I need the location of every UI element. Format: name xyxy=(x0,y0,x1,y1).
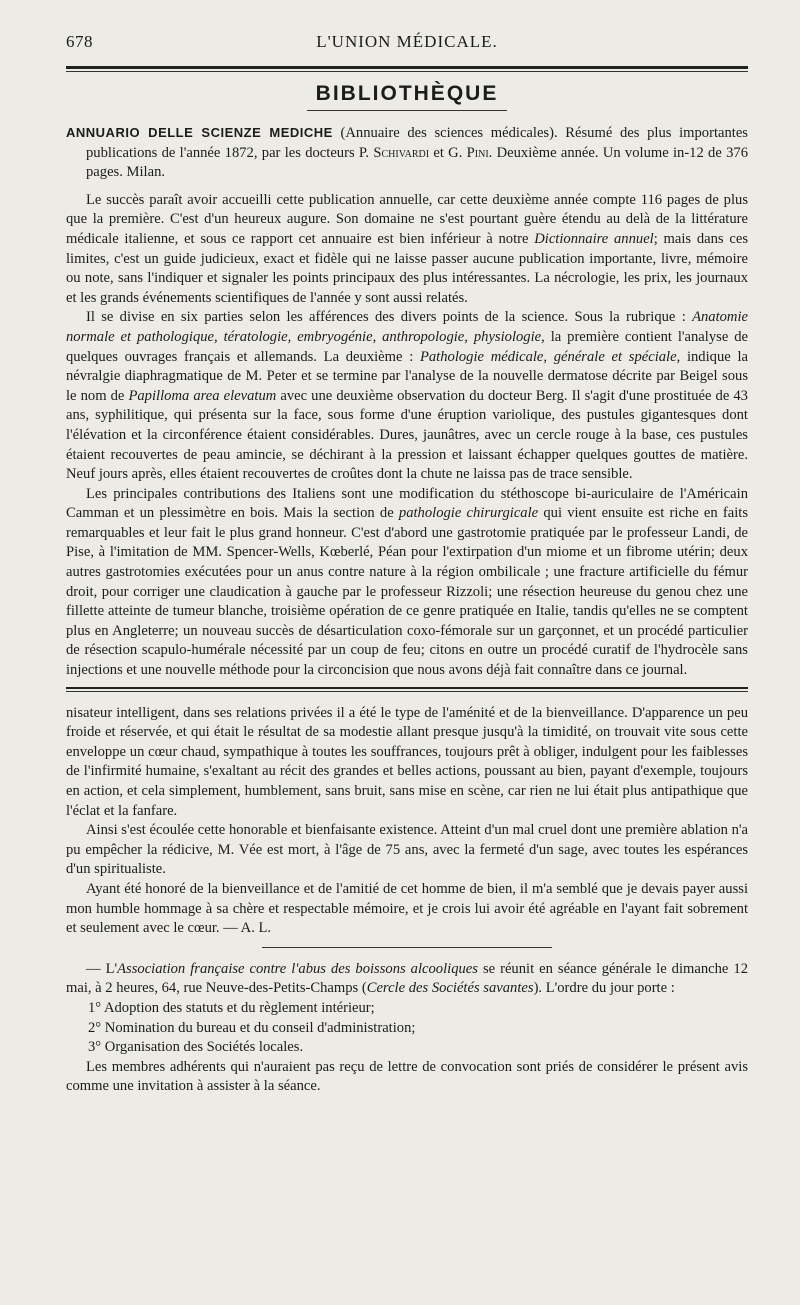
agenda-item: 1° Adoption des statuts et du règlement intérieur; xyxy=(88,999,375,1016)
header-rule xyxy=(66,66,748,69)
agenda-item: 2° Nomination du bureau et du conseil d'administration; xyxy=(88,1019,416,1036)
paragraph-text: avec une deuxième observation du docteur Berg. Il s'agit d'une prostituée de 43 ans, syphilitique, qui présenta sur la face, sous forme d'une éruption variolique, des pustules gigantesques dont l'élévation et la circonférence étaient considérables. Dures, jaunâtres, avec un cercle rouge à la base, ces pustules étaient recouvertes de peau amincie, se déchirant à la pression et laissant échapper quelques gouttes de matière. Neuf jours après, elles étaient recouvertes de croûtes dont la chute ne laissa pas de trace sensible. xyxy=(66,387,748,483)
obituary-paragraph-3: Ayant été honoré de la bienveillance et de l'amitié de cet homme de bien, il m'a semblé que je devais payer aussi mon humble hommage à sa chère et respectable mémoire, et je crois lui avoir été agréable en l'ayant fait sobrement et seulement avec le cœur. — A. L. xyxy=(66,880,748,937)
separator-thin xyxy=(66,691,748,692)
section-title: BIBLIOTHÈQUE xyxy=(315,82,499,105)
italic-rubric: Pathologie médicale, générale et spéciale xyxy=(419,348,677,365)
section-separator xyxy=(66,687,748,692)
paragraph-text: Il se divise en six parties selon les afférences des divers points de la science. Sous la rubrique : xyxy=(86,309,693,326)
review-heading xyxy=(66,123,748,183)
review-heading-text: (Annuaire des sciences médicales). Résumé des plus importantes publications de l'année 1872, par les docteurs P. xyxy=(86,125,748,161)
paragraph-text: ; mais dans ces limites, c'est un guide judicieux, exact et fidèle qui ne laisse passer aucune publication importante, livre, mémoire ou note, sans l'indiquer et signaler les points principaux des plus intéressantes. La nécrologie, les prix, les journaux et les grands événements scientifiques de l'année y sont aussi relatés. xyxy=(66,230,748,306)
review-heading-text-2: et G. xyxy=(429,144,467,161)
agenda-item: 3° Organisation des Sociétés locales. xyxy=(88,1039,304,1056)
italic-term: Papilloma area elevatum xyxy=(128,387,277,404)
title-rule xyxy=(307,110,507,111)
italic-association-name: Association française contre l'abus des boissons alcooliques xyxy=(117,960,478,977)
review-paragraph-3 xyxy=(66,485,748,681)
author-name-2: Pini xyxy=(466,144,489,161)
review-heading-text-3: . Deuxième année. Un volume in-12 de 376 pages. Milan. xyxy=(86,144,749,181)
paragraph-text: se réunit en séance générale le dimanche 12 mai, à 2 heures, 64, rue Neuve-des-Petits-Champs ( xyxy=(66,960,748,997)
notice-closing: Les membres adhérents qui n'auraient pas reçu de lettre de convocation sont priés de considérer le présent avis comme une invitation à assister à la séance. xyxy=(66,1058,748,1095)
notice-intro xyxy=(66,960,748,999)
book-title: ANNUARIO DELLE SCIENZE MEDICHE xyxy=(66,125,333,140)
separator-thick xyxy=(66,687,748,689)
paragraph-text: , indique la névralgie diaphragmatique de M. Peter et se termine par l'analyse de la nouvelle dermatose décrite par Beigel sous le nom de xyxy=(66,348,748,404)
italic-venue: Cercle des Sociétés savantes xyxy=(366,980,534,997)
italic-title: Dictionnaire annuel xyxy=(534,230,654,247)
page-number: 678 xyxy=(66,32,93,51)
running-head xyxy=(66,28,748,58)
notice-separator xyxy=(262,947,552,948)
header-rule-thin xyxy=(66,71,748,72)
paragraph-text: , la première contient l'analyse de quelques ouvrages français et allemands. La deuxième : xyxy=(66,328,748,365)
agenda-list xyxy=(66,999,748,1058)
italic-rubric: pathologie chirurgicale xyxy=(398,505,539,522)
review-paragraph-2 xyxy=(66,308,748,484)
paragraph-text: ). L'ordre du jour porte : xyxy=(533,980,675,997)
review-paragraph-1 xyxy=(66,191,748,309)
paragraph-text: Les principales contributions des Italiens sont une modification du stéthoscope bi-auriculaire de l'Américain Camman et un plessimètre en bois. Mais la section de xyxy=(66,485,748,522)
obituary-paragraph-1: nisateur intelligent, dans ses relations privées il a été le type de l'aménité et de la bienveillance. D'apparence un peu froide et réservée, et qui était le résultat de sa modestie allant presque jusqu'à la timidité, on trouvait vite sous cette enveloppe un cœur chaud, sympathique à toutes les souffrances, toujours prêt à obliger, indulgent pour les faiblesses de l'infirmité humaine, s'exaltant au récit des grandes et belles actions, poussant au bien, payant d'exemple, toujours en action, et cela simplement, humblement, sans bruit, sans mise en scène, car rien ne lui était plus antipathique que l'éclat et la fanfare. xyxy=(66,704,748,819)
journal-name: L'UNION MÉDICALE. xyxy=(316,32,498,51)
paragraph-text: Le succès paraît avoir accueilli cette publication annuelle, car cette deuxième année compte 116 pages de plus que la première. C'est d'un heureux augure. Son domaine ne s'est pourtant guère étendu au delà de la littérature médicale italienne, et sous ce rapport cet annuaire est bien inférieur à notre xyxy=(66,191,748,247)
obituary-paragraph-2: Ainsi s'est écoulée cette honorable et bienfaisante existence. Atteint d'un mal cruel dont une première ablation n'a pu empêcher la rédicive, M. Vée est mort, à l'âge de 75 ans, avec la fermeté d'un sage, avec toutes les espérances d'un spiritualiste. xyxy=(66,822,748,878)
paragraph-text: — L' xyxy=(86,960,118,977)
italic-rubric: Anatomie normale et pathologique, tératologie, embryogénie, anthropologie, physiologie xyxy=(66,309,748,345)
paragraph-text: qui vient ensuite est riche en faits remarquables et leur fait le plus grand honneur. C'est d'abord une gastrotomie pratiquée par le professeur Landi, de Pise, à l'imitation de MM. Spencer-Wells, Kœberlé, Péan pour l'extirpation d'un miome et un fibrome utérin; deux autres gastrotomies exécutées pour un anus contre nature à la région ombilicale ; une fracture artificielle du fémur droit, pour corriger une claudication à gauche par le professeur Rizzoli; une résection heureuse du genou chez une fillette atteinte de tumeur blanche, troisième opération de ce genre pratiquée en Italie, tandis qu'elles ne se comptent plus en Angleterre; un nouveau succès de désarticulation coxo-fémorale sur un garçonnet, et un procédé particulier de résection scapulo-humérale nécessité par un coup de feu; citons en outre un procédé curatif de l'hydrocèle sans injections et une nouvelle méthode pour la circoncision que nous avons déjà fait connaître dans ce journal. xyxy=(66,505,749,679)
author-name: Schivardi xyxy=(373,144,430,161)
